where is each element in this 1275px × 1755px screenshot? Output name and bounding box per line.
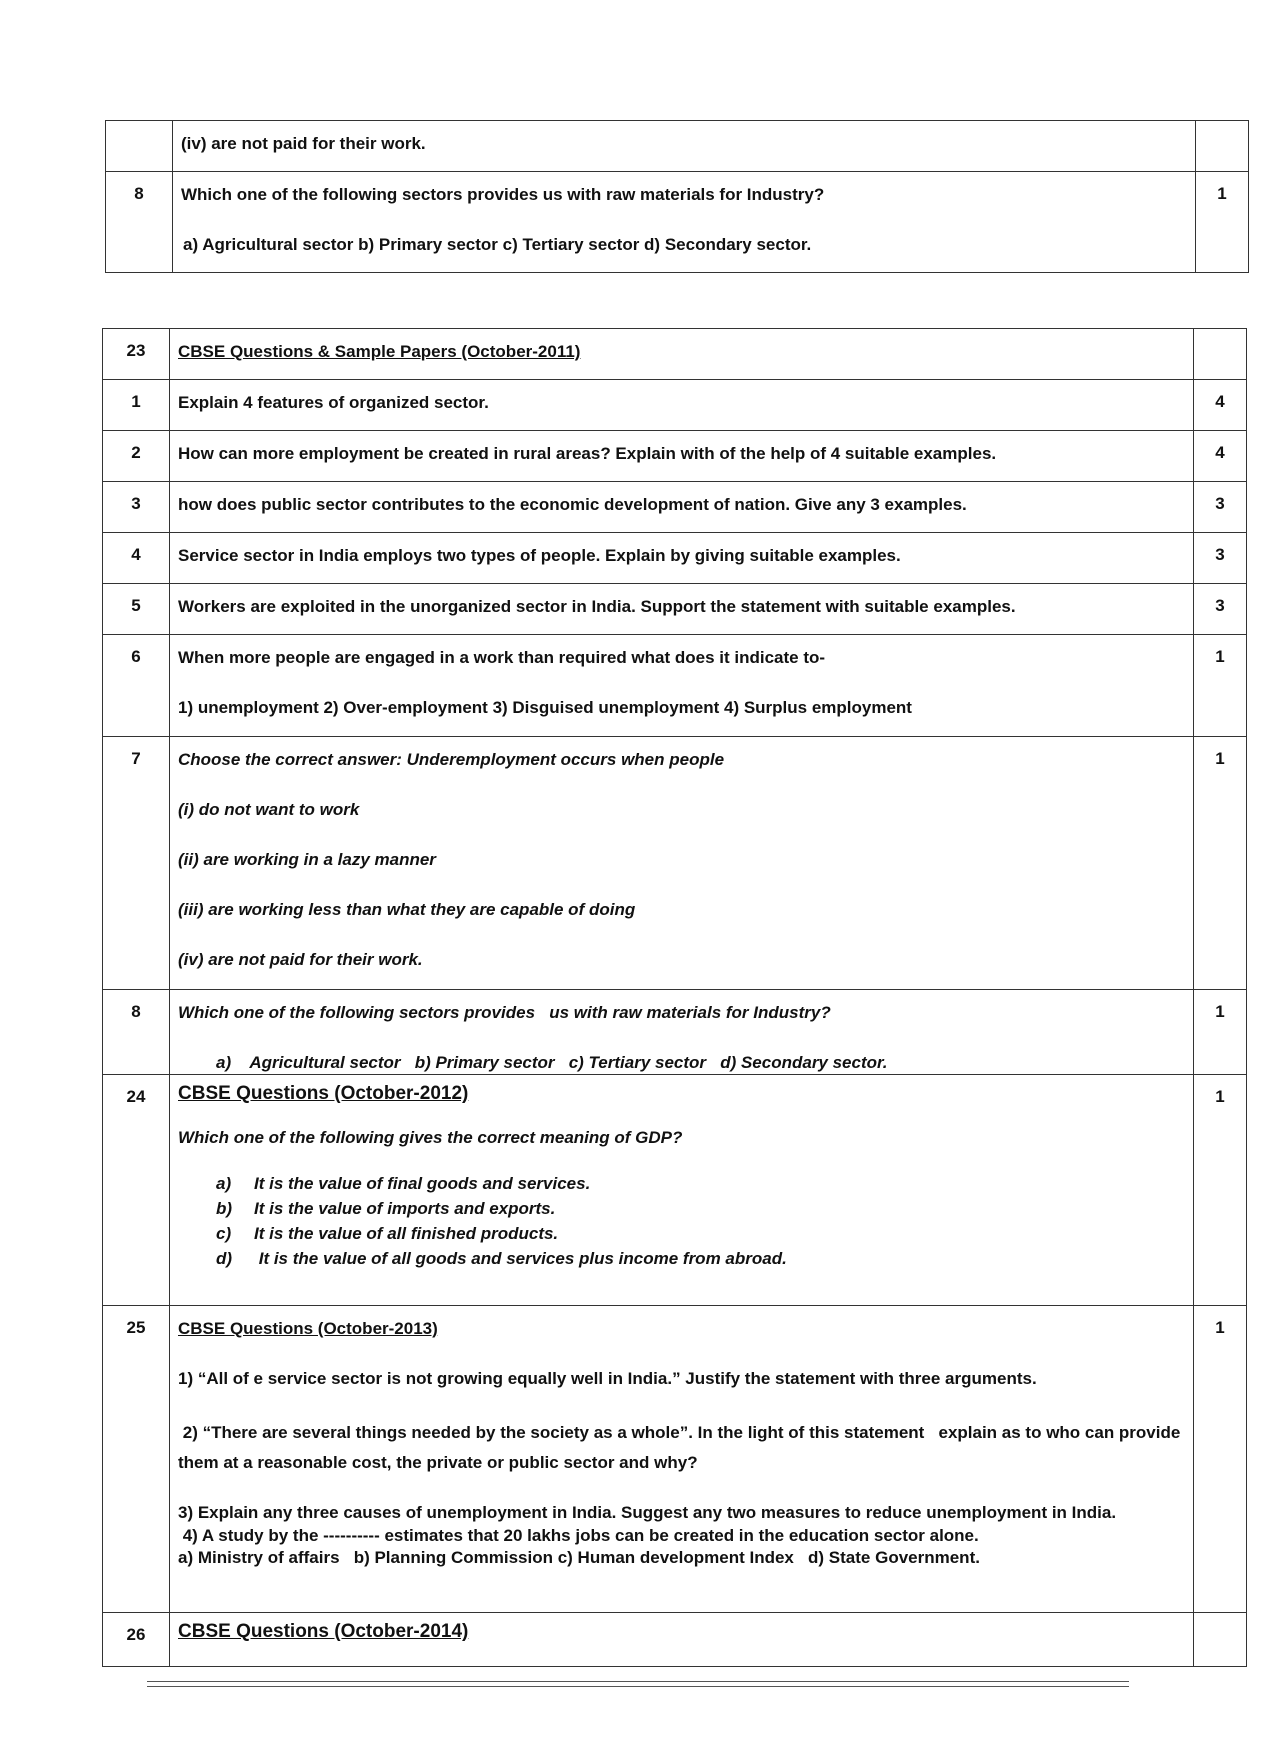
question-line: Service sector in India employs two types of people. Explain by giving suitable examples.	[178, 546, 901, 565]
marks-cell: 4	[1194, 380, 1247, 431]
marks-cell: 1	[1194, 635, 1247, 737]
marks-cell: 1	[1194, 1306, 1247, 1613]
option-line: (iii) are working less than what they are capable of doing	[178, 900, 636, 919]
question-number: 6	[103, 635, 170, 737]
question-number	[106, 121, 173, 172]
option-text: It is the value of final goods and services.	[254, 1174, 591, 1193]
marks-cell	[1194, 329, 1247, 380]
option-label: c)	[216, 1224, 232, 1243]
question-number: 24	[103, 1075, 170, 1306]
table-row	[106, 121, 1249, 172]
table-row	[103, 1613, 1247, 1667]
section-title: CBSE Questions & Sample Papers (October-2011)	[178, 342, 581, 361]
table-row	[103, 533, 1247, 584]
question-line: Which one of the following sectors provides us with raw materials for Industry?	[181, 185, 825, 204]
question-number: 4	[103, 533, 170, 584]
section-title: CBSE Questions (October-2014)	[178, 1621, 469, 1642]
question-number: 8	[103, 990, 170, 1075]
section-title: CBSE Questions (October-2013)	[178, 1319, 438, 1338]
marks-cell: 1	[1194, 1075, 1247, 1306]
question-line: how does public sector contributes to the economic development of nation. Give any 3 examples.	[178, 495, 967, 514]
table-row	[103, 1075, 1247, 1306]
options-line: a) Ministry of affairs b) Planning Commission c) Human development Index d) State Government.	[178, 1548, 980, 1567]
question-line: 3) Explain any three causes of unemployment in India. Suggest any two measures to reduce unemployment in India.	[178, 1503, 1117, 1522]
question-text	[170, 533, 1194, 584]
question-number: 1	[103, 380, 170, 431]
question-text	[170, 431, 1194, 482]
question-number: 23	[103, 329, 170, 380]
top-question-table	[105, 120, 1249, 273]
options-line: 1) unemployment 2) Over-employment 3) Disguised unemployment 4) Surplus employment	[178, 698, 912, 717]
section-cell	[170, 1613, 1194, 1667]
question-number: 5	[103, 584, 170, 635]
marks-cell: 3	[1194, 482, 1247, 533]
marks-cell	[1194, 1613, 1247, 1667]
marks-cell: 1	[1194, 737, 1247, 990]
option-text: It is the value of all finished products.	[254, 1224, 559, 1243]
footer-double-rule	[147, 1681, 1129, 1687]
question-number: 7	[103, 737, 170, 990]
table-row	[103, 329, 1247, 380]
table-row	[103, 737, 1247, 990]
table-row	[103, 584, 1247, 635]
table-row	[103, 380, 1247, 431]
question-line: Which one of the following gives the correct meaning of GDP?	[178, 1128, 683, 1147]
table-row	[103, 431, 1247, 482]
question-line: Choose the correct answer: Underemployment occurs when people	[178, 750, 725, 769]
option-label: a)	[216, 1174, 232, 1193]
question-line: 4) A study by the ---------- estimates that 20 lakhs jobs can be created in the education sector alone.	[178, 1526, 979, 1545]
marks-cell: 3	[1194, 584, 1247, 635]
marks-cell	[1196, 121, 1249, 172]
question-line: Which one of the following sectors provides us with raw materials for Industry?	[178, 1003, 831, 1022]
table-row	[106, 172, 1249, 273]
question-number: 2	[103, 431, 170, 482]
marks-cell: 1	[1194, 990, 1247, 1075]
option-line: (iv) are not paid for their work.	[181, 134, 426, 153]
list-item	[178, 1221, 1185, 1246]
section-title: CBSE Questions (October-2012)	[178, 1083, 469, 1104]
section-cell	[170, 329, 1194, 380]
question-number: 26	[103, 1613, 170, 1667]
question-text	[170, 635, 1194, 737]
table-row	[103, 482, 1247, 533]
option-line: (i) do not want to work	[178, 800, 360, 819]
question-number: 8	[106, 172, 173, 273]
option-line: (ii) are working in a lazy manner	[178, 850, 436, 869]
marks-cell: 4	[1194, 431, 1247, 482]
list-item	[178, 1196, 1185, 1221]
question-text	[170, 584, 1194, 635]
table-row	[103, 1306, 1247, 1613]
option-label: d)	[216, 1249, 233, 1268]
table-row	[103, 635, 1247, 737]
question-text	[170, 482, 1194, 533]
options-line: a) Agricultural sector b) Primary sector c) Tertiary sector d) Secondary sector.	[183, 235, 812, 254]
answer-options	[178, 1171, 1185, 1271]
list-item	[178, 1171, 1185, 1196]
question-line: 1) “All of e service sector is not growing equally well in India.” Justify the statement with three arguments.	[178, 1369, 1037, 1388]
options-line: a) Agricultural sector b) Primary sector c) Tertiary sector d) Secondary sector.	[216, 1053, 888, 1072]
option-line: (iv) are not paid for their work.	[178, 950, 423, 969]
question-text	[170, 990, 1194, 1075]
question-line: Explain 4 features of organized sector.	[178, 393, 489, 412]
section-cell	[170, 1306, 1194, 1613]
question-number: 25	[103, 1306, 170, 1613]
question-text	[170, 380, 1194, 431]
question-line: Workers are exploited in the unorganized sector in India. Support the statement with suitable examples.	[178, 597, 1016, 616]
question-line: When more people are engaged in a work than required what does it indicate to-	[178, 648, 826, 667]
question-number: 3	[103, 482, 170, 533]
question-text	[173, 121, 1196, 172]
list-item	[178, 1246, 1185, 1271]
option-text: It is the value of all goods and services plus income from abroad.	[254, 1249, 787, 1268]
question-line: How can more employment be created in rural areas? Explain with of the help of 4 suitable examples.	[178, 444, 997, 463]
main-question-table	[102, 328, 1247, 1667]
question-text	[170, 737, 1194, 990]
marks-cell: 3	[1194, 533, 1247, 584]
marks-cell: 1	[1196, 172, 1249, 273]
option-label: b)	[216, 1199, 233, 1218]
table-row	[103, 990, 1247, 1075]
option-text: It is the value of imports and exports.	[254, 1199, 556, 1218]
question-text	[173, 172, 1196, 273]
section-cell	[170, 1075, 1194, 1306]
question-line: 2) “There are several things needed by the society as a whole”. In the light of this statement explain as to who can provide them at a reasonable cost, the private or public sector and why?	[178, 1423, 1186, 1472]
